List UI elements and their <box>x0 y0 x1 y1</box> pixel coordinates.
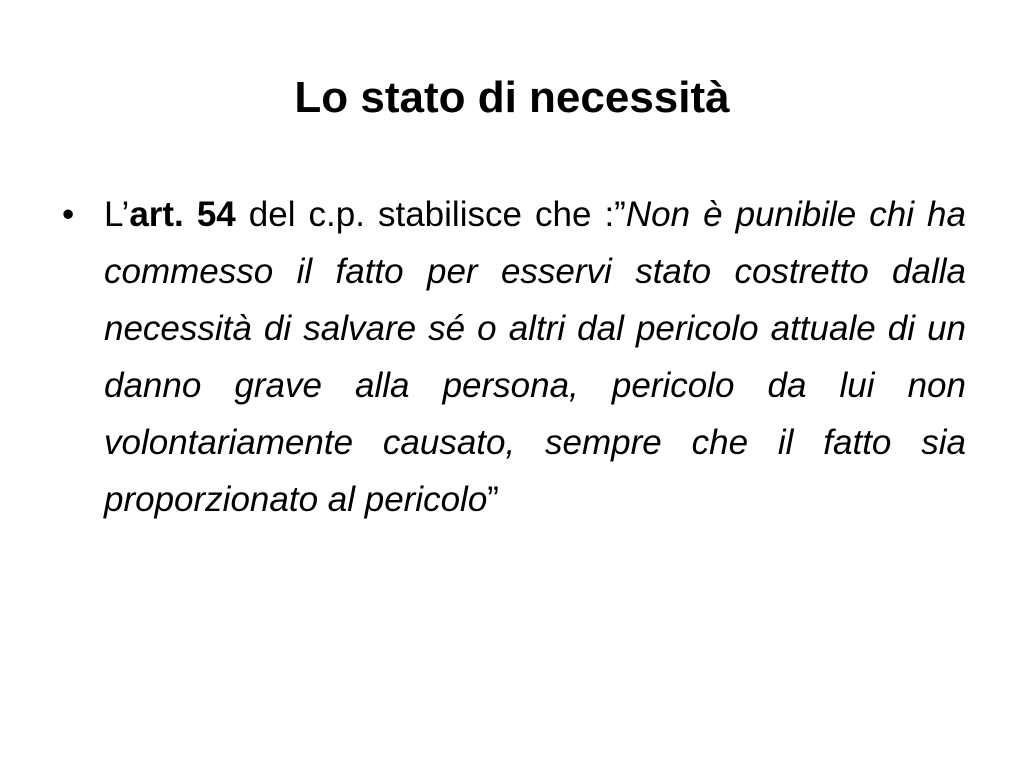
slide-title: Lo stato di necessità <box>294 73 730 122</box>
law-quote: Non è punibile chi ha commesso il fatto per esservi stato costretto dalla necessità di salvare sé o altri dal pericolo attuale di un danno grave alla persona, pericolo da lui non volontariamente causato, sempre che il fatto sia proporzionato al pericolo <box>104 195 966 519</box>
bullet-middle-text: del c.p. stabilisce che :” <box>235 195 626 234</box>
article-reference: art. 54 <box>129 195 236 234</box>
bullet-item-article-54 <box>62 186 966 528</box>
bullet-prefix: L’ <box>104 195 130 234</box>
bullet-list <box>62 186 966 528</box>
bullet-icon: • <box>62 195 75 234</box>
closing-quote-mark: ” <box>487 480 499 519</box>
